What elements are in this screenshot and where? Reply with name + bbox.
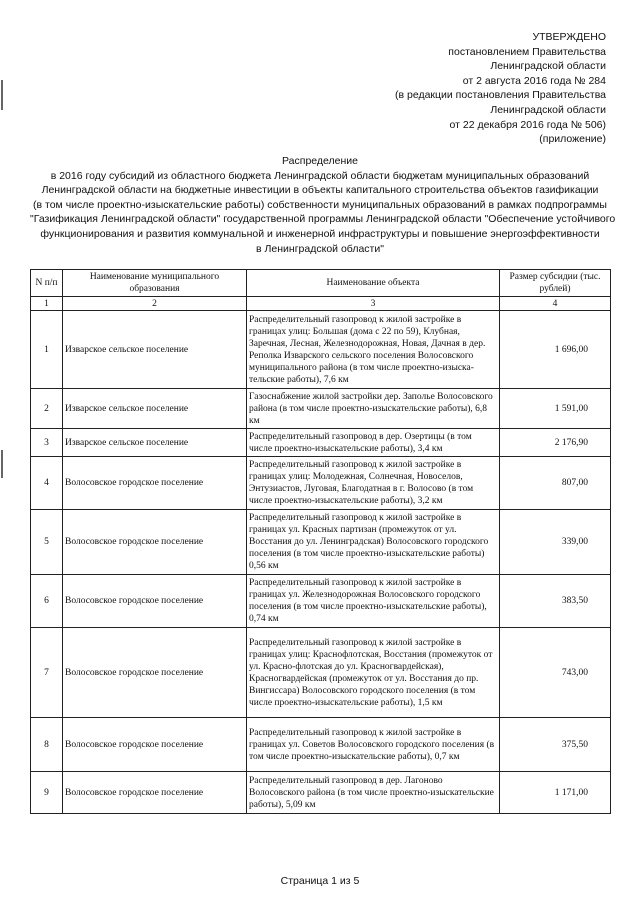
scan-edge-mark <box>1 80 3 110</box>
object-cell: Распределительный газопровод к жилой застройке в границах улиц: Большая (дома с 22 по 59), Клубная, Заречная, Лесная, Железнодорожная, Новая, Дачная в дер. Реполка Изварского сельского поселения Волосовского муниципального района (в том числе проектно-изыска-тельские работы), 7,6 км <box>247 311 500 389</box>
header-number: N п/п <box>31 270 63 297</box>
approval-line: от 2 августа 2016 года № 284 <box>462 74 606 87</box>
approval-line: постановлением Правительства <box>448 45 606 58</box>
title-line: Распределение <box>282 155 358 167</box>
table-row <box>31 389 611 429</box>
amount-cell: 383,50 <box>500 575 611 628</box>
row-number: 4 <box>31 457 63 510</box>
object-cell: Распределительный газопровод в дер. Лагоново Волосовского района (в том числе проектно-изыскательские работы), 5,09 км <box>247 772 500 814</box>
header-amount: Размер субсидии (тыс. рублей) <box>500 270 611 297</box>
header-object: Наименование объекта <box>247 270 500 297</box>
municipality-cell: Волосовское городское поселение <box>63 510 247 575</box>
column-number: 4 <box>500 297 611 311</box>
row-number: 5 <box>31 510 63 575</box>
amount-cell: 1 696,00 <box>500 311 611 389</box>
amount-cell: 1 591,00 <box>500 389 611 429</box>
object-cell: Газоснабжение жилой застройки дер. Заполье Волосовского района (в том числе проектно-изыскательские работы), 6,8 км <box>247 389 500 429</box>
table-row <box>31 628 611 718</box>
row-number: 2 <box>31 389 63 429</box>
municipality-cell: Изварское сельское поселение <box>63 389 247 429</box>
municipality-cell: Волосовское городское поселение <box>63 772 247 814</box>
approval-line: (приложение) <box>539 133 606 146</box>
object-cell: Распределительный газопровод в дер. Озертицы (в том числе проектно-изыскательские работы), 3,4 км <box>247 429 500 457</box>
amount-cell: 1 171,00 <box>500 772 611 814</box>
approval-block <box>336 30 606 147</box>
subsidy-table <box>30 269 611 814</box>
approval-line: Ленинградской области <box>490 60 606 73</box>
scan-edge-mark <box>1 450 3 478</box>
title-line: в Ленинградской области" <box>256 242 384 255</box>
title-line: функционирования и развития коммунальной и инженерной инфраструктуры и повышение энергоэффективности <box>40 227 600 240</box>
table-row <box>31 718 611 772</box>
amount-cell: 339,00 <box>500 510 611 575</box>
object-cell: Распределительный газопровод к жилой застройке в границах ул. Советов Волосовского городского поселения (в том числе проектно-изыскательские работы), 0,7 км <box>247 718 500 772</box>
title-line: Ленинградской области на бюджетные инвестиции в объекты капитального строительства объектов газификации <box>41 184 599 197</box>
amount-cell: 743,00 <box>500 628 611 718</box>
approval-line: УТВЕРЖДЕНО <box>532 31 606 43</box>
column-number-row <box>31 297 611 311</box>
document-title <box>30 154 616 256</box>
page-footer: Страница 1 из 5 <box>280 875 360 887</box>
row-number: 1 <box>31 311 63 389</box>
table-row <box>31 457 611 510</box>
column-number: 2 <box>63 297 247 311</box>
row-number: 9 <box>31 772 63 814</box>
table-row <box>31 429 611 457</box>
table-header-row <box>31 270 611 297</box>
object-cell: Распределительный газопровод к жилой застройке в границах улиц: Краснофлотская, Восстания (промежуток от ул. Красно-флотская до ул. Красногвардейская), Красногвардейская (промежуток от ул. Восстания до пр. Вингиссара) Волосовского городского поселения (в том числе проектно-изыскательские работы), 1,5 км <box>247 628 500 718</box>
municipality-cell: Волосовское городское поселение <box>63 457 247 510</box>
approval-line: от 22 декабря 2016 года № 506) <box>449 118 606 131</box>
row-number: 8 <box>31 718 63 772</box>
table-row <box>31 772 611 814</box>
amount-cell: 807,00 <box>500 457 611 510</box>
table-row <box>31 311 611 389</box>
amount-cell: 375,50 <box>500 718 611 772</box>
object-cell: Распределительный газопровод к жилой застройке в границах улиц: Молодежная, Солнечная, Новоселов, Энтузиастов, Луговая, Благодатная в г. Волосово (в том числе проектно-изыскательские работы), 3,2 км <box>247 457 500 510</box>
amount-cell: 2 176,90 <box>500 429 611 457</box>
municipality-cell: Волосовское городское поселение <box>63 575 247 628</box>
table-row <box>31 510 611 575</box>
municipality-cell: Изварское сельское поселение <box>63 311 247 389</box>
row-number: 3 <box>31 429 63 457</box>
title-line: (в том числе проектно-изыскательские работы) собственности муниципальных образований в рамках подпрограммы <box>33 198 607 211</box>
column-number: 3 <box>247 297 500 311</box>
object-cell: Распределительный газопровод к жилой застройке в границах ул. Красных партизан (промежуток от ул. Восстания до ул. Ленинградская) Волосовского городского поселения (в том числе проектно-изыскательские работы) 0,56 км <box>247 510 500 575</box>
municipality-cell: Изварское сельское поселение <box>63 429 247 457</box>
approval-line: (в редакции постановления Правительства <box>395 89 606 102</box>
title-line: "Газификация Ленинградской области" государственной программы Ленинградской области "Обеспечение устойчивого <box>30 213 616 226</box>
header-municipality: Наименование муниципального образования <box>63 270 247 297</box>
municipality-cell: Волосовское городское поселение <box>63 628 247 718</box>
municipality-cell: Волосовское городское поселение <box>63 718 247 772</box>
title-line: в 2016 году субсидий из областного бюджета Ленинградской области бюджетам муниципальных образований <box>50 169 590 182</box>
column-number: 1 <box>31 297 63 311</box>
object-cell: Распределительный газопровод к жилой застройке в границах ул. Железнодорожная Волосовского городского поселения (в том числе проектно-изыскательские работы), 0,74 км <box>247 575 500 628</box>
row-number: 7 <box>31 628 63 718</box>
row-number: 6 <box>31 575 63 628</box>
table-row <box>31 575 611 628</box>
approval-line: Ленинградской области <box>490 103 606 116</box>
